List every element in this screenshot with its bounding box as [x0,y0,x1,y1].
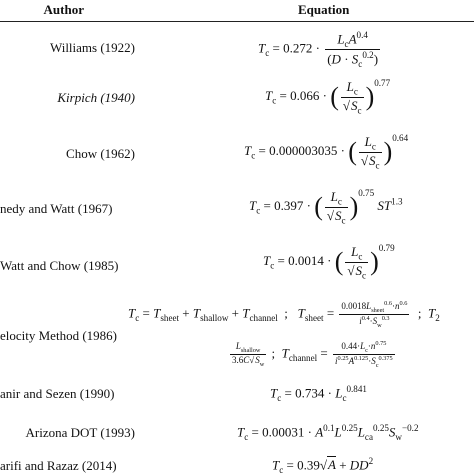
author-kirpich: Kirpich (1940) [57,90,135,105]
equation-tanir-sezen: $T_c = 0.734 \cdot L_c^{0.841}$ [270,384,367,403]
author-tanir-sezen: anir and Sezen (1990) [0,386,115,401]
equation-column-header: Equation [298,2,350,17]
equation-velocity-line2: $\frac{L_{shallow}}{3.6C√S_w}$ ; $T_{channel}$ = $\frac{0.44\cdot L_c\cdot n^{0.75}}{i^{0.25}A^{0.125}\cdot S_c^{0.375}}$ [232,340,393,369]
table-header [0,0,474,22]
author-arizona-dot: Arizona DOT (1993) [25,425,135,440]
author-chow: Chow (1962) [66,146,135,161]
author-williams: Williams (1922) [49,40,135,55]
equation-kennedy-watt: $T_c = 0.397$ · ( $\frac{L_c}{√S_c}$ )$^{0.75}$ $ST^{1.3}$ [249,188,403,226]
equation-arizona-dot: $T_c = 0.00031 \cdot A^{0.1}L^{0.25}L_{ca}^{0.25}S_w^{-0.2}$ [237,423,419,442]
equation-kirpich: $T_c = 0.066$ · ( $\frac{L_c}{√S_c}$ )$^{0.77}$ [265,78,391,116]
equation-watt-chow: $T_c = 0.0014$ · ( $\frac{L_c}{√S_c}$ )$^{0.79}$ [263,243,395,281]
author-watt-chow: Watt and Chow (1985) [0,258,119,273]
author-sharifi-razaz: arifi and Razaz (2014) [0,458,117,473]
equation-chow: $T_c = 0.000003035$ · ( $\frac{L_c}{√S_c}$ )$^{0.64}$ [244,133,409,171]
equation-williams: $T_c = 0.272$ · $\frac{L_cA^{0.4}}{(D \cdot S_c^{0.2})}$ [258,30,379,69]
author-column-header: Author [43,2,84,17]
equation-sharifi-razaz: $T_c = 0.39√A + DD^2$ [272,456,374,475]
author-velocity-method: elocity Method (1986) [0,328,117,343]
author-kennedy-watt: nedy and Watt (1967) [0,201,113,216]
equation-velocity-line1: $T_c = T_{sheet} + T_{shallow} + T_{channel}$ ; $T_{sheet}$ = $\frac{0.0018L_{sheet}^{0.6}\cdot n^{0.6}}{i^{0.4}\cdot S_w^{0.3}}$ ; $T_2$ [128,300,440,329]
